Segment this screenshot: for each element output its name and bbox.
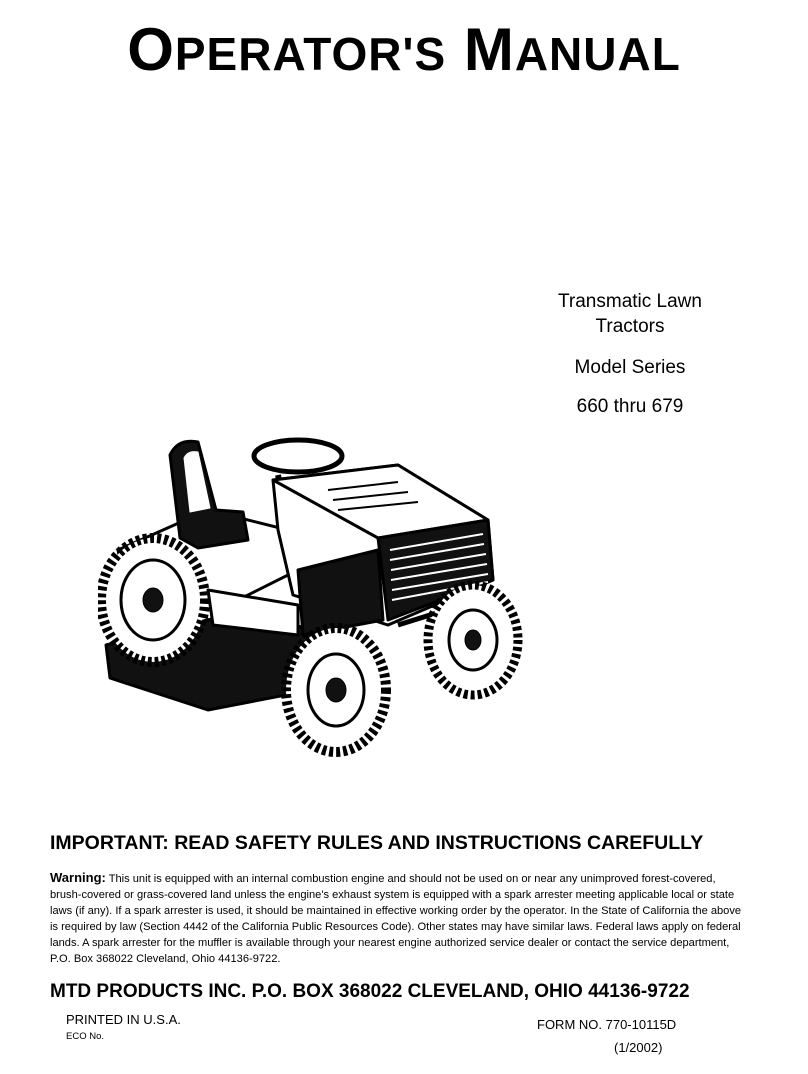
company-address: MTD PRODUCTS INC. P.O. BOX 368022 CLEVELAND, OHIO 44136-9722 bbox=[50, 981, 690, 1002]
warning-text: This unit is equipped with an internal combustion engine and should not be used on or near any unimproved forest-covered, brush-covered or grass-covered land unless the engine's exhaust system is equipped with a spark arrester meeting applicable local or state laws (if any). If a spark arrester is used, it should be maintained in effective working order by the operator. In the State of California the above is required by law (Section 4442 of the California Public Resources Code). Other states may have similar laws. Federal laws apply on federal lands. A spark arrester for the muffler is available through your nearest engine authorized service dealer or contact the service department, P.O. Box 368022 Cleveland, Ohio 44136-9722. bbox=[50, 873, 742, 965]
front-wheel-far bbox=[428, 585, 518, 695]
product-name-line1: Transmatic Lawn bbox=[558, 291, 702, 312]
title-rest-manual: ANUAL bbox=[514, 28, 681, 80]
product-name-line2: Tractors bbox=[595, 316, 665, 337]
model-series-label: Model Series bbox=[574, 357, 686, 378]
model-series-range: 660 thru 679 bbox=[576, 396, 684, 417]
title-rest-operators: PERATOR'S bbox=[174, 28, 447, 80]
product-info bbox=[530, 289, 730, 419]
front-wheel-near bbox=[286, 628, 386, 752]
title-cap-o: O bbox=[127, 16, 175, 83]
printed-in: PRINTED IN U.S.A. bbox=[66, 1012, 181, 1027]
title-cap-m: M bbox=[463, 16, 515, 83]
form-date: (1/2002) bbox=[614, 1040, 663, 1055]
form-number: FORM NO. 770-10115D bbox=[537, 1017, 677, 1032]
eco-number: ECO No. bbox=[66, 1031, 105, 1042]
safety-heading: IMPORTANT: READ SAFETY RULES AND INSTRUCTIONS CAREFULLY bbox=[50, 832, 704, 854]
warning-label: Warning: bbox=[50, 870, 106, 885]
warning-paragraph bbox=[50, 870, 750, 967]
lawn-tractor-illustration bbox=[98, 420, 528, 760]
rear-wheel bbox=[101, 538, 205, 662]
manual-title bbox=[0, 14, 808, 90]
